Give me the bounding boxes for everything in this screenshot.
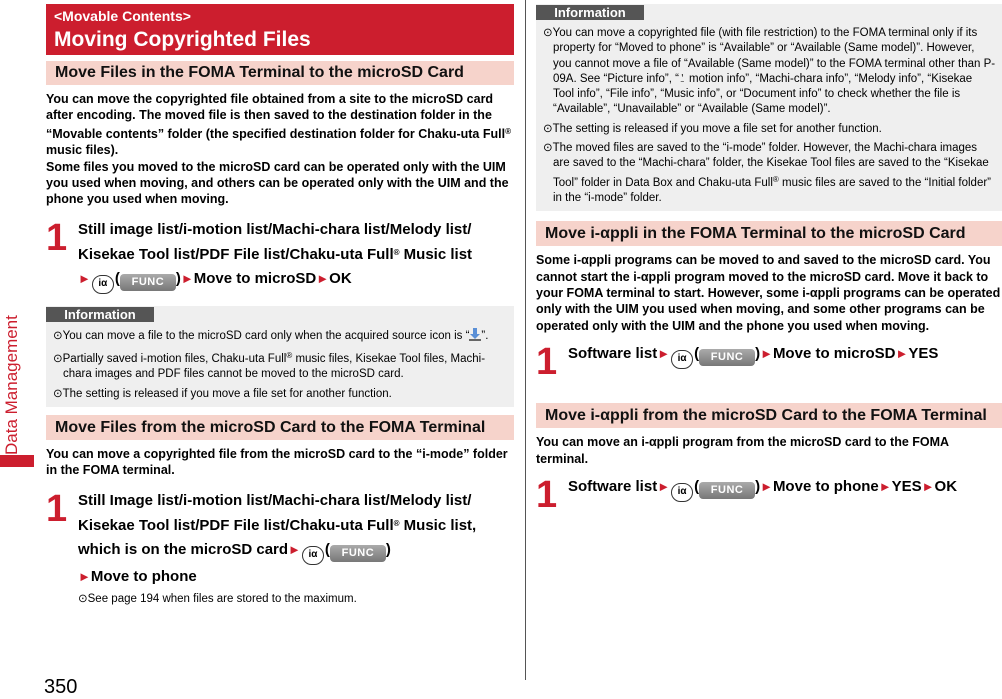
chapter-subtitle: <Movable Contents> [54,8,191,24]
i-appli-key-icon: iα [302,546,324,565]
arrow-icon: ► [180,270,194,286]
page-number: 350 [44,676,78,698]
info-item: ⊙The setting is released if you move a file set for another function. [53,387,392,400]
step-number: 1 [46,487,68,530]
information-box [536,4,1002,211]
sidebar-tab [0,455,34,467]
information-box [46,306,514,407]
arrow-icon: ► [878,479,892,495]
step-1 [46,489,514,608]
arrow-icon: ► [760,346,773,362]
left-column [46,4,514,607]
step-1 [536,474,1002,517]
info-item: ⊙The setting is released if you move a file set for another function. [543,122,882,135]
i-appli-key-icon: iα [92,275,114,294]
arrow-icon: ► [760,479,773,495]
i-appli-key-icon: iα [671,483,693,502]
func-key-icon: FUNC [120,274,176,291]
arrow-icon: ► [288,541,301,557]
step-number: 1 [536,341,558,384]
arrow-icon: ► [657,479,671,495]
step-text: Software list► iα ( FUNC )►Move to phone►YES►OK [568,475,1002,502]
arrow-icon: ► [895,346,909,362]
information-label: Information [536,5,644,20]
step-1 [46,218,514,294]
step-note: ⊙See page 194 when files are stored to the maximum. [78,593,357,606]
info-item: ⊙Partially saved i-motion files, Chaku-uta Full® music files, Kisekae Tool files, Machi-chara images and PDF files cannot be moved to the microSD card. [53,351,486,381]
section-heading-move-to-microsd: Move Files in the FOMA Terminal to the microSD Card [46,61,514,85]
section-heading-move-to-foma: Move Files from the microSD Card to the FOMA Terminal [46,415,514,440]
arrow-icon: ► [316,270,330,286]
i-appli-key-icon: iα [671,350,693,369]
info-item: ⊙You can move a copyrighted file (with file restriction) to the FOMA terminal only if its property for “Moved to phone” is “Available” or “Available (Same model)”. However, you cannot move a file of “Available (Same model)” to the FOMA terminal other than P-09A. See “Picture info”, “⍘ motion info”, “Machi-chara info”, “Melody info”, “Kisekae Tool info”, “File info”, “Music info”, or “Document info” to check whether the file is “Available”, “Unavailable” or “Available (Same model)”. [543,27,996,116]
step-text: Software list► iα ( FUNC )►Move to microSD►YES [568,342,1002,369]
info-item: ⊙You can move a file to the microSD card only when the acquired source icon is “ ”. [53,329,489,342]
arrow-icon: ► [78,568,91,584]
step-text: Still image list/i-motion list/Machi-chara list/Melody list/ Kisekae Tool list/PDF File list/Chaku-uta Full® Music list ► iα ( FUNC )►Move to microSD►OK [78,218,514,294]
step-number: 1 [46,216,68,259]
step-text: Still Image list/i-motion list/Machi-chara list/Melody list/ Kisekae Tool list/PDF File list/Chaku-uta Full® Music list, which is on the microSD card► iα ( FUNC ) ►Move to phone [78,491,477,585]
paragraph: You can move a copyrighted file from the microSD card to the “i-mode” folder in the FOMA terminal. [46,447,508,478]
column-divider [525,0,526,680]
paragraph: You can move an i-αppli program from the microSD card to the FOMA terminal. [536,435,949,466]
arrow-icon: ► [921,479,935,495]
paragraph: You can move the copyrighted file obtained from a site to the microSD card after encoding. The moved file is then saved to the destination folder in the “Movable contents” folder (the specified destination folder for Chaku-uta Full® music files). Some files you moved to the microSD card can be operated only with the UIM you used when moving, and others can be operated only with the UIM and the phone you used when moving. [46,92,511,207]
info-item: ⊙The moved files are saved to the “i-mode” folder. However, the Machi-chara images are saved to the “Machi-chara” folder, the Kisekae Tool files are saved to the “Kisekae Tool” folder in Data Box and Chaku-uta Full® music files are saved to the “Initial folder” in the “i-mode” folder. [543,142,992,204]
right-column [536,4,1002,517]
information-label: Information [46,307,154,322]
paragraph: Some i-αppli programs can be moved to and saved to the microSD card. You cannot start the i-αppli program moved to the microSD card. Move it back to your FOMA terminal to start. However, some i-αppli programs can be operated only with the UIM you used when moving, and some other programs can be operated only with the UIM and the phone you used when moving. [536,253,1001,333]
func-key-icon: FUNC [699,349,755,366]
section-heading-appli-to-foma: Move i-αppli from the microSD Card to the FOMA Terminal [536,403,1002,428]
func-key-icon: FUNC [699,482,755,499]
step-number: 1 [536,474,558,517]
section-heading-appli-to-microsd: Move i-αppli in the FOMA Terminal to the microSD Card [536,221,1002,246]
func-key-icon: FUNC [330,545,386,562]
arrow-icon: ► [657,346,671,362]
page-title: Moving Copyrighted Files [54,28,311,51]
arrow-icon: ► [78,270,91,286]
step-1 [536,341,1002,384]
chapter-title [46,4,514,55]
download-source-icon [469,328,481,341]
